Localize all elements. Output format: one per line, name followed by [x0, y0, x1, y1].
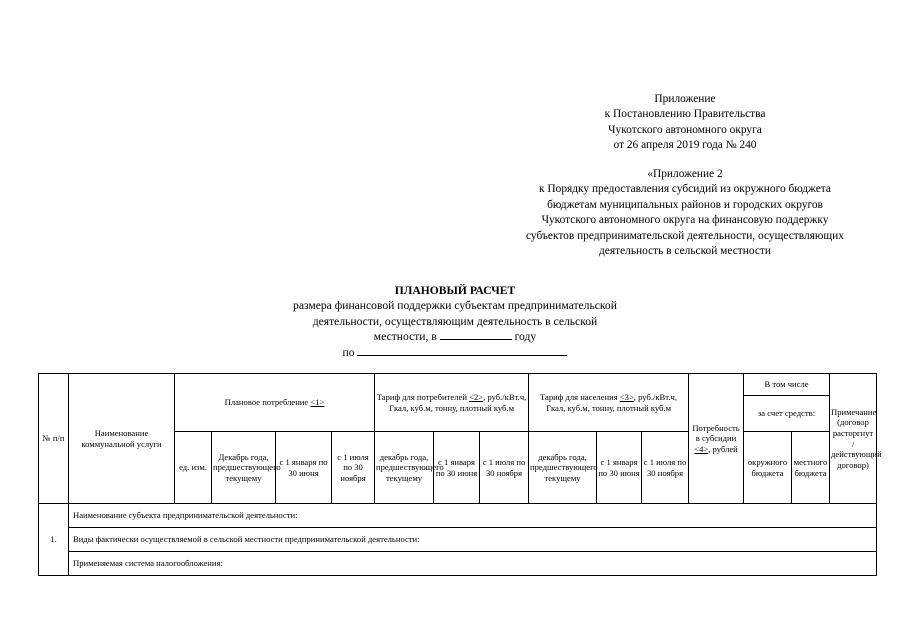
- cons-dec-header: Декабрь года, предшествующего текущему: [212, 432, 276, 504]
- header-line: Чукотского автономного округа на финансовую поддержку: [541, 214, 829, 227]
- header-text: Потребность в субсидии: [692, 422, 740, 444]
- footnote-link[interactable]: <2>: [469, 391, 484, 402]
- appendix-2-header: [470, 167, 900, 259]
- header-text: , руб./кВт.ч, Гкал, куб.м, тонну, плотный куб.м: [546, 391, 678, 413]
- footnote-link[interactable]: <1>: [310, 397, 325, 408]
- including-header: В том числе: [744, 374, 830, 396]
- appendix-header: [470, 92, 900, 154]
- unit-header: ед. изм.: [175, 432, 212, 504]
- tp-jan-header: с 1 января по 30 июня: [597, 432, 642, 504]
- title-line-subject: [200, 345, 710, 360]
- table-row: Применяемая система налогообложения:: [69, 552, 877, 576]
- table-row: Наименование субъекта предпринимательской деятельности:: [69, 504, 877, 528]
- title-heading: ПЛАНОВЫЙ РАСЧЕТ: [394, 284, 516, 297]
- header-line: к Постановлению Правительства: [604, 108, 766, 121]
- funds-header: за счет средств:: [744, 396, 830, 432]
- footnote-link[interactable]: <4>: [694, 443, 709, 454]
- title-line: размера финансовой поддержки субъектам предпринимательской: [293, 299, 617, 313]
- tc-jan-header: с 1 января по 30 июня: [434, 432, 480, 504]
- title-text: по: [342, 345, 355, 359]
- consumption-group-header: [175, 374, 375, 432]
- header-line: от 26 апреля 2019 года № 240: [613, 139, 757, 152]
- local-budget-header: местного бюджета: [792, 432, 830, 504]
- header-text: Тариф для потребителей: [376, 391, 467, 402]
- tc-dec-header: декабрь года, предшествующего текущему: [375, 432, 434, 504]
- col-note-header: Примечание (договор расторгнут / действующий договор): [830, 374, 877, 504]
- header-text: Тариф для населения: [540, 391, 618, 402]
- title-line-year: [200, 329, 710, 344]
- footnote-link[interactable]: <3>: [619, 391, 634, 402]
- header-line: к Порядку предоставления субсидий из окружного бюджета: [539, 183, 831, 196]
- header-text: , рублей: [708, 443, 738, 454]
- header-line: деятельность в сельской местности: [599, 245, 771, 258]
- tc-jul-header: с 1 июля по 30 ноября: [480, 432, 529, 504]
- tariff-consumers-group-header: [375, 374, 529, 432]
- header-line: Приложение: [654, 93, 716, 105]
- header-line: Чукотского автономного округа: [608, 123, 762, 136]
- tp-dec-header: декабрь года, предшествующего текущему: [529, 432, 597, 504]
- district-budget-header: окружного бюджета: [744, 432, 792, 504]
- year-blank: [440, 330, 512, 340]
- title-text: местности, в: [373, 330, 437, 344]
- plan-calculation-table: [38, 373, 882, 576]
- cons-jan-header: с 1 января по 30 июня: [276, 432, 332, 504]
- tariff-population-group-header: [529, 374, 689, 432]
- header-text: , руб./кВт.ч, Гкал, куб.м, тонну, плотный куб.м: [389, 391, 527, 413]
- title-text: году: [514, 330, 537, 344]
- tp-jul-header: с 1 июля по 30 ноября: [642, 432, 689, 504]
- col-name-header: Наименование коммунальной услуги: [69, 374, 175, 504]
- header-line: бюджетам муниципальных районов и городских округов: [547, 198, 823, 211]
- col-num-header: № п/п: [39, 374, 69, 504]
- row-number: 1.: [39, 504, 69, 576]
- header-line: субъектов предпринимательской деятельности, осуществляющих: [526, 229, 844, 242]
- table-row: Виды фактически осуществляемой в сельской местности предпринимательской деятельности:: [69, 528, 877, 552]
- document-title: [200, 283, 710, 360]
- header-line: «Приложение 2: [647, 168, 723, 180]
- header-text: Плановое потребление: [224, 397, 309, 408]
- title-line: деятельности, осуществляющим деятельность в сельской: [312, 314, 598, 328]
- cons-jul-header: с 1 июля по 30 ноября: [332, 432, 375, 504]
- col-need-header: [689, 374, 744, 504]
- subject-blank: [357, 346, 567, 356]
